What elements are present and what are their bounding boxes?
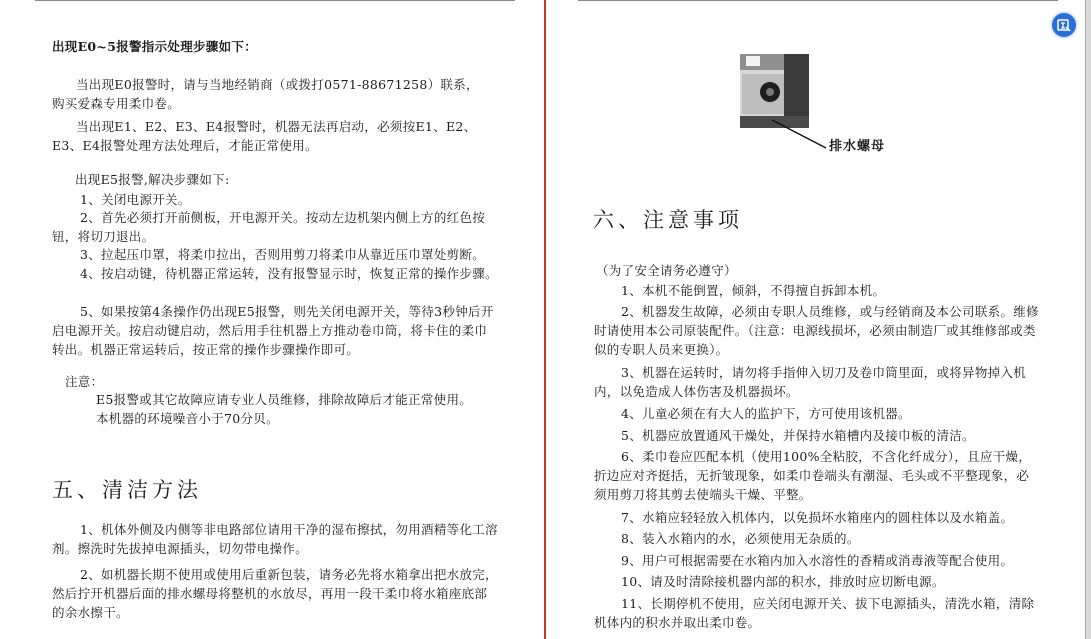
page-divider [544,0,546,639]
e5-step: 1、关闭电源开关。 [80,192,191,207]
safety-item: 9、用户可根据需要在水箱内加入水溶性的香精或消毒液等配合使用。 [621,553,1014,568]
translate-icon [1052,13,1076,37]
e1-paragraph: 当出现E1、E2、E3、E4报警时，机器无法再启动，必须按E1、E2、E3、E4报警处理方法处理后，才能正常使用。 [52,119,477,153]
safety-item: 4、儿童必须在有大人的监护下，方可使用该机器。 [621,406,911,421]
safety-item: 6、柔巾卷应匹配本机（使用100%全粘胶，不含化纤成分），且应干燥，折边应对齐挺括，无折皱现象，如柔巾卷端头有潮湿、毛头或不平整现象，必须用剪刀将其剪去使端头干燥、平整。 [594,449,1032,502]
safety-item: 5、机器应放置通风干燥处，并保持水箱槽内及接巾板的清洁。 [621,428,975,443]
right-page-top-border [578,0,1058,1]
note-item: 本机器的环境噪音小于70分贝。 [96,411,279,426]
e-alarm-title: 出现E0~5报警指示处理步骤如下： [52,39,257,54]
safety-item: 2、机器发生故障，必须由专职人员维修，或与经销商及本公司联系。维修时请使用本公司原装配件。（注意：电源线损坏，必须由制造厂或其维修部或类似的专职人员来更换）。 [594,304,1039,357]
safety-item: 7、水箱应轻轻放入机体内，以免损坏水箱座内的圆柱体以及水箱盖。 [621,510,1014,525]
safety-item: 1、本机不能倒置，倾斜，不得擅自拆卸本机。 [621,283,886,298]
clean-item: 2、如机器长期不使用或使用后重新包装，请务必先将水箱拿出把水放完，然后拧开机器后面的排水螺母将整机的水放尽，再用一段干柔巾将水箱座底部的余水擦干。 [52,567,498,620]
label-pointer-line [770,118,830,152]
e0-paragraph: 当出现E0报警时，请与当地经销商（或拨打0571-88671258）联系，购买爱森专用柔巾卷。 [52,77,479,111]
safety-item: 11、长期停机不使用，应关闭电源开关、拔下电源插头，清洗水箱，清除机体内的积水并取出柔巾卷。 [594,596,1035,630]
safety-item: 8、装入水箱内的水，必须使用无杂质的。 [621,531,860,546]
section-5-title: 五、清洁方法 [52,478,202,502]
e5-step: 2、首先必须打开前侧板，开电源开关。按动左边机架内侧上方的红色按钮，将切刀退出。 [52,210,486,244]
e5-step: 5、如果按第4条操作仍出现E5报警，则先关闭电源开关，等待3秒钟后开启电源开关。按启动键启动，然后用手往机器上方推动卷巾筒，将卡住的柔巾转出。机器正常运转后，按正常的操作步骤操作即可。 [52,304,494,357]
drain-nut-photo [740,54,809,128]
note-label: 注意： [65,374,104,389]
e5-step: 3、拉起压巾罩，将柔巾拉出，否则用剪刀将柔巾从靠近压巾罩处剪断。 [80,247,486,262]
section-6-title: 六、注意事项 [593,208,743,232]
safety-item: 10、请及时清除接机器内部的积水，排放时应切断电源。 [621,574,945,589]
safety-intro: （为了安全请务必遵守） [596,263,737,278]
left-page-top-border [35,0,515,1]
note-item: E5报警或其它故障应请专业人员维修，排除故障后才能正常使用。 [96,392,473,407]
clean-item: 1、机体外侧及内侧等非电路部位请用干净的湿布擦拭，勿用酒精等化工溶剂。擦洗时先拔掉电源插头，切勿带电操作。 [52,522,498,556]
scrollbar[interactable] [1085,0,1091,639]
drain-nut-label: 排水螺母 [829,139,886,154]
safety-item: 3、机器在运转时，请勿将手指伸入切刀及卷巾筒里面，或将异物掉入机内，以免造成人体伤害及机器损坏。 [594,365,1027,399]
e5-title: 出现E5报警,解决步骤如下: [75,172,230,187]
e5-step: 4、按启动键，待机器正常运转，没有报警显示时，恢复正常的操作步骤。 [80,266,498,281]
translate-tool-button[interactable] [1050,11,1078,39]
